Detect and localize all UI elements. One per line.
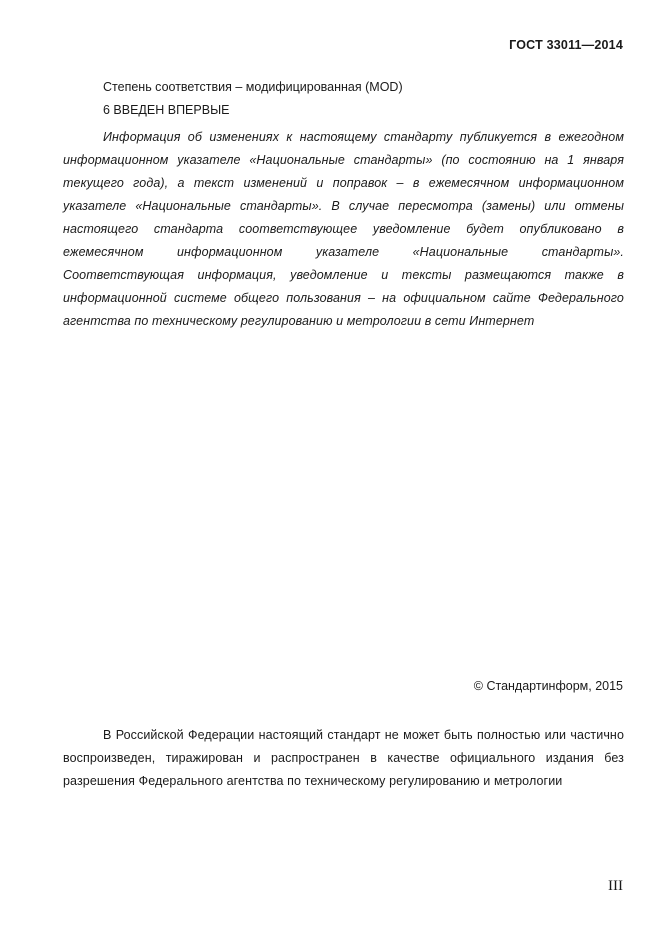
introduced-statement: 6 ВВЕДЕН ВПЕРВЫЕ xyxy=(103,103,230,117)
standard-code: ГОСТ 33011—2014 xyxy=(509,38,623,52)
copyright-notice: © Стандартинформ, 2015 xyxy=(473,679,623,693)
page-number: III xyxy=(608,878,623,894)
reproduction-rights-paragraph: В Российской Федерации настоящий стандарт не может быть полностью или частично воспроизведен, тиражирован и распространен в качестве официального издания без разрешения Федерального агентства по техническому регулированию и метрологии xyxy=(63,728,624,788)
conformity-degree: Степень соответствия – модифицированная (MOD) xyxy=(103,80,403,94)
amendments-info-paragraph: Информация об изменениях к настоящему стандарту публикуется в ежегодном информационном указателе «Национальные стандарты» (по состоянию на 1 января текущего года), а текст изменений и поправок – в ежемесячном информационном указателе «Национальные стандарты». В случае пересмотра (замены) или отмены настоящего стандарта соответствующее уведомление будет опубликовано в ежемесячном информационном указателе «Национальные стандарты». Соответствующая информация, уведомление и тексты размещаются также в информационной системе общего пользования – на официальном сайте Федерального агентства по техническому регулированию и метрологии в сети Интернет xyxy=(63,130,624,328)
